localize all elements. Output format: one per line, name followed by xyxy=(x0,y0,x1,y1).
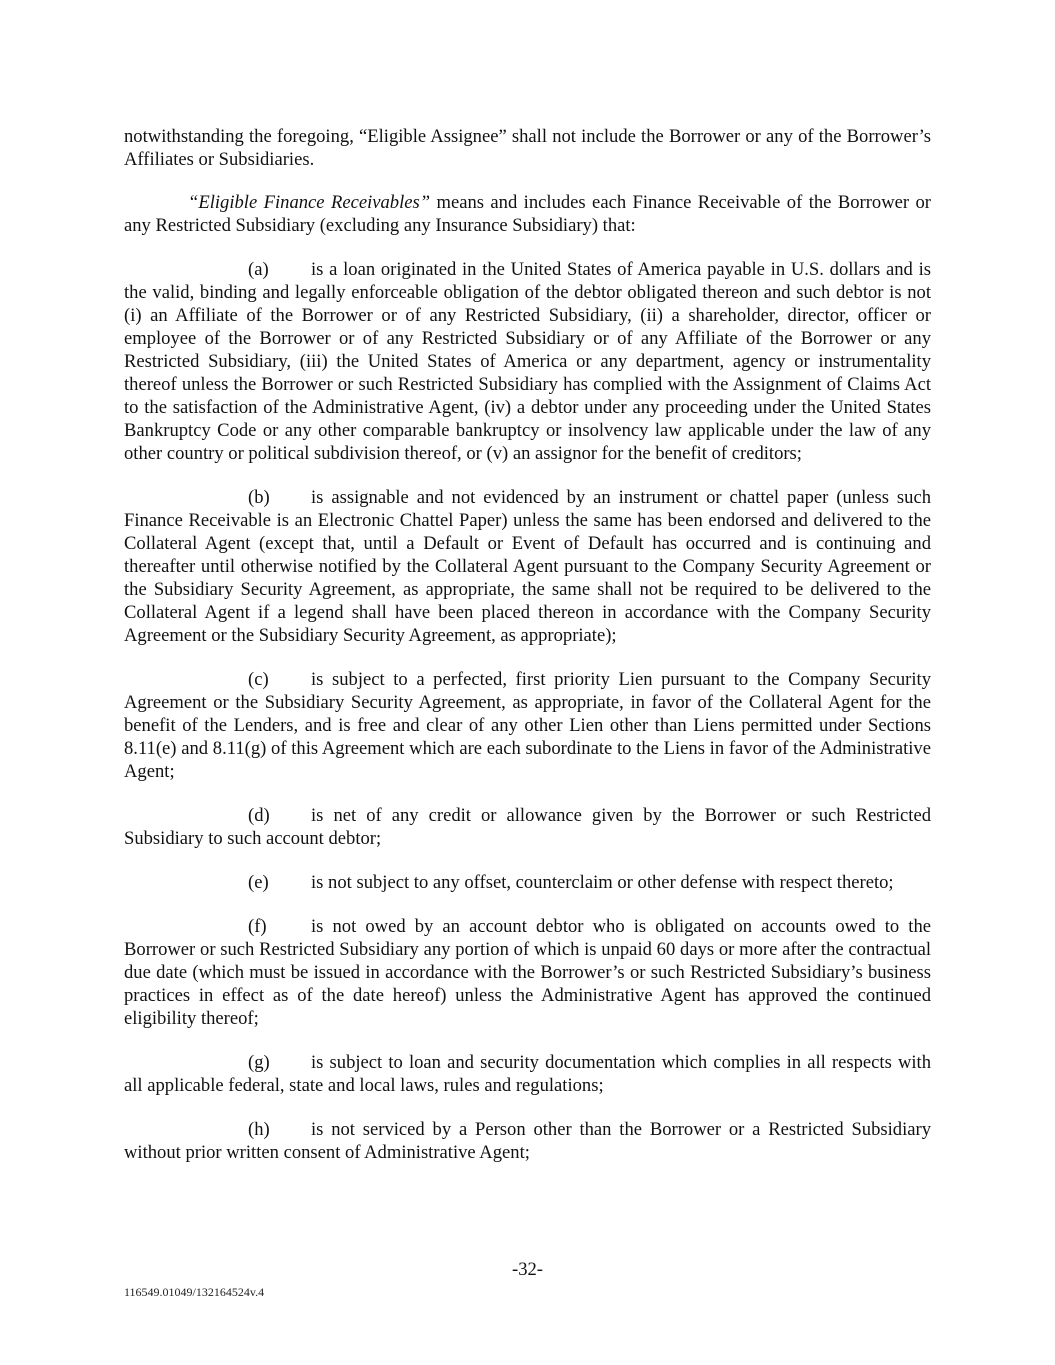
defined-term: “Eligible Finance Receivables” xyxy=(188,192,431,213)
item-label: (b) xyxy=(248,487,270,508)
list-item-c xyxy=(124,668,931,783)
item-text: is a loan originated in the United States of America payable in U.S. dollars and is the valid, binding and legally enforceable obligation of the debtor obligated thereon and such debtor is not (i) an Affiliate of the Borrower or of any Restricted Subsidiary, (ii) a shareholder, director, officer or employee of the Borrower or of any Restricted Subsidiary or of any Affiliate of the Borrower or any Restricted Subsidiary, (iii) the United States of America or any department, agency or instrumentality thereof unless the Borrower or such Restricted Subsidiary has complied with the Assignment of Claims Act to the satisfaction of the Administrative Agent, (iv) a debtor under any proceeding under the United States Bankruptcy Code or any other comparable bankruptcy or insolvency law applicable under the law of any other country or political subdivision thereof, or (v) an assignor for the benefit of creditors; xyxy=(124,259,931,464)
item-label: (h) xyxy=(248,1119,270,1140)
item-text: is not serviced by a Person other than the Borrower or a Restricted Subsidiary without prior written consent of Administrative Agent; xyxy=(124,1119,931,1163)
item-text: is assignable and not evidenced by an instrument or chattel paper (unless such Finance Receivable is an Electronic Chattel Paper) unless the same has been endorsed and delivered to the Collateral Agent (except that, until a Default or Event of Default has occurred and is continuing and thereafter until otherwise notified by the Collateral Agent pursuant to the Company Security Agreement or the Subsidiary Security Agreement, as appropriate, the same shall not be required to be delivered to the Collateral Agent if a legend shall have been placed thereon in accordance with the Company Security Agreement or the Subsidiary Security Agreement, as appropriate); xyxy=(124,487,931,646)
list-item-d xyxy=(124,804,931,850)
item-text: is not subject to any offset, counterclaim or other defense with respect thereto; xyxy=(311,872,894,893)
item-text: is subject to loan and security documentation which complies in all respects with all applicable federal, state and local laws, rules and regulations; xyxy=(124,1052,931,1096)
list-item-h xyxy=(124,1118,931,1164)
item-label: (a) xyxy=(248,259,269,280)
item-label: (f) xyxy=(248,916,267,937)
list-item-g xyxy=(124,1051,931,1097)
document-id: 116549.01049/132164524v.4 xyxy=(124,1285,265,1299)
page-number: -32- xyxy=(512,1259,543,1280)
document-body xyxy=(124,125,931,1185)
item-label: (g) xyxy=(248,1052,270,1073)
item-text: is net of any credit or allowance given by the Borrower or such Restricted Subsidiary to such account debtor; xyxy=(124,805,931,849)
item-text: is subject to a perfected, first priority Lien pursuant to the Company Security Agreement or the Subsidiary Security Agreement, as appropriate, in favor of the Collateral Agent for the benefit of the Lenders, and is free and clear of any other Lien other than Liens permitted under Sections 8.11(e) and 8.11(g) of this Agreement which are each subordinate to the Liens in favor of the Administrative Agent; xyxy=(124,669,931,782)
definition-text: means and includes each Finance Receivable of the Borrower or any Restricted Subsidiary (excluding any Insurance Subsidiary) that: xyxy=(124,192,931,236)
definition-paragraph xyxy=(124,191,931,237)
item-label: (c) xyxy=(248,669,269,690)
item-text: is not owed by an account debtor who is obligated on accounts owed to the Borrower or such Restricted Subsidiary any portion of which is unpaid 60 days or more after the contractual due date (which must be issued in accordance with the Borrower’s or such Restricted Subsidiary’s business practices in effect as of the date hereof) unless the Administrative Agent has approved the continued eligibility thereof; xyxy=(124,916,931,1029)
list-item-e xyxy=(124,871,931,894)
list-item-a xyxy=(124,258,931,465)
list-item-f xyxy=(124,915,931,1030)
item-label: (e) xyxy=(248,872,269,893)
item-label: (d) xyxy=(248,805,270,826)
list-item-b xyxy=(124,486,931,647)
intro-paragraph: notwithstanding the foregoing, “Eligible Assignee” shall not include the Borrower or any of the Borrower’s Affiliates or Subsidiaries. xyxy=(124,126,931,170)
